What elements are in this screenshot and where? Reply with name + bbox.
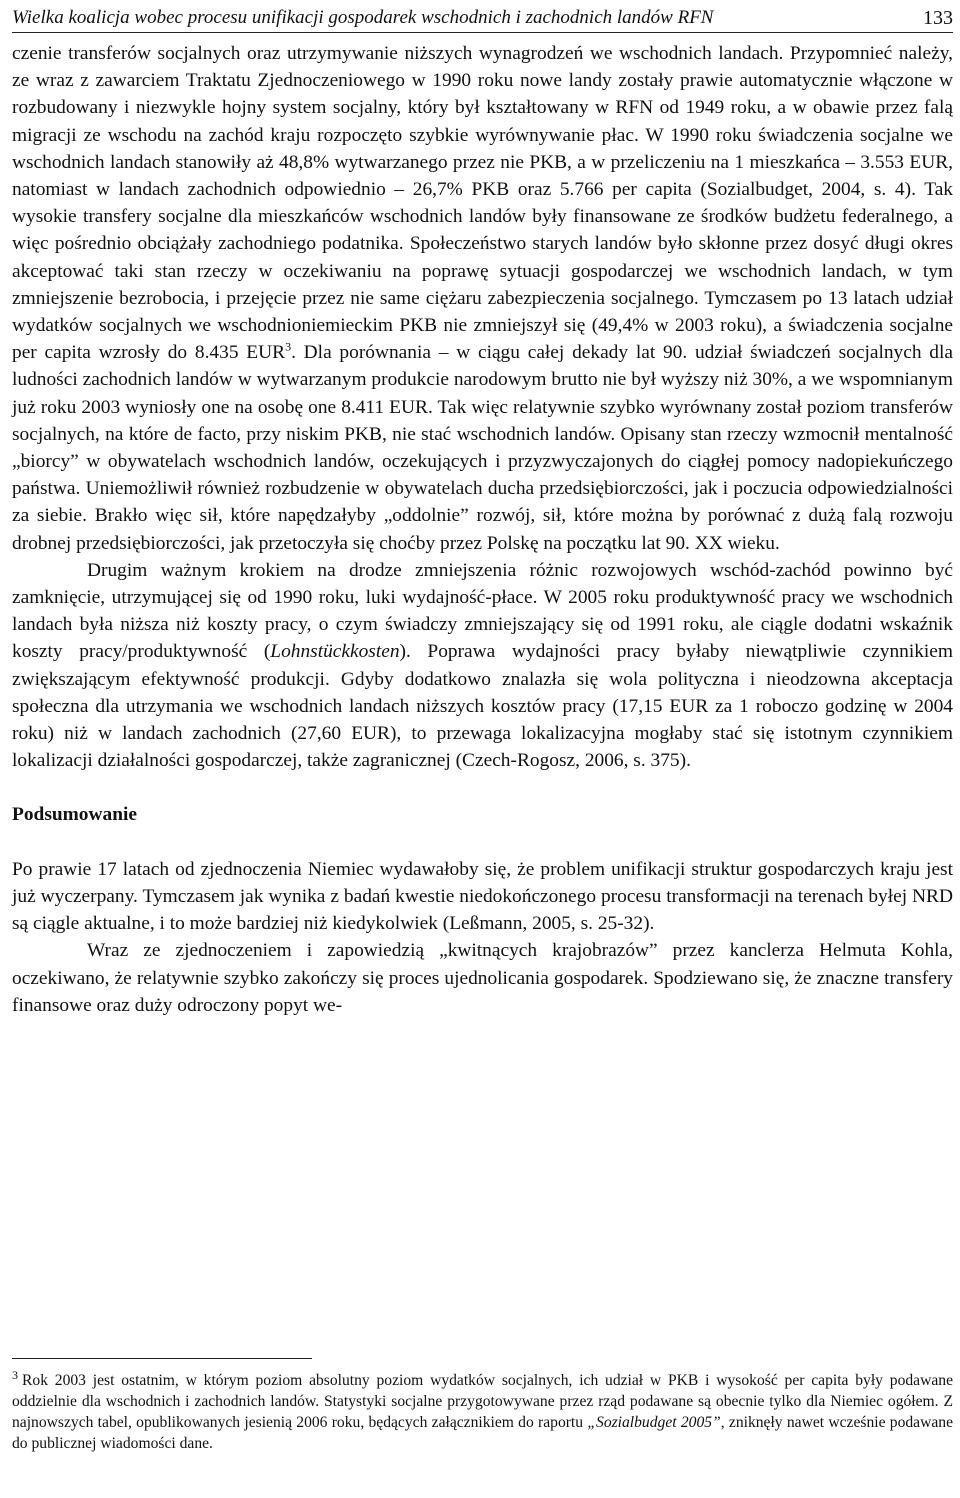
paragraph-text: czenie transferów socjalnych oraz utrzymywanie niższych wynagrodzeń we wschodnich landach. Przypomnieć należy, ze wraz z zawarciem Traktatu Zjednoczeniowego w 1990 roku nowe landy zostały prawie automatycznie włączone w rozbudowany i niezwykle hojny system socjalny, który był kształtowany w RFN od 1949 roku, a w obawie przez falą migracji ze wschodu na zachód kraju rozpoczęto szybkie wyrównywanie płac. W 1990 roku świadczenia socjalne we wschodnich landach stanowiły aż 48,8% wytwarzanego przez nie PKB, a w przeliczeniu na 1 mieszkańca – 3.553 EUR, natomiast w landach zachodnich odpowiednio – 26,7% PKB oraz 5.766 per capita (Sozialbudget, 2004, s. 4). Tak wysokie transfery socjalne dla mieszkańców wschodnich landów były finansowane ze środków budżetu federalnego, a więc pośrednio obciążały zachodniego podatnika. Społeczeństwo starych landów było skłonne przez dosyć długi okres akceptować taki stan rzeczy w oczekiwaniu na poprawę sytuacji gospodarczej we wschodnich landach, w tym zmniejszenie bezrobocia, i przejęcie przez nie same ciężaru zabezpieczenia socjalnego. Tymczasem po 13 latach udział wydatków socjalnych we wschodnioniemieckim PKB nie zmniejszył się (49,4% w 2003 roku), a świadczenia socjalne per capita wzrosły do 8.435 EUR [12,43,953,364]
footnote-divider [12,1358,312,1359]
paragraph-social-transfers [12,40,953,557]
body-text [12,40,953,1019]
paragraph-summary-2: Wraz ze zjednoczeniem i zapowiedzią „kwitnących krajobrazów” przez kanclerza Helmuta Kohla, oczekiwano, że relatywnie szybko zakończy się proces ujednolicania gospodarek. Spodziewano się, że znaczne transfery finansowe oraz duży odroczony popyt we- [12,940,953,1016]
footnote-text: Rok 2003 jest ostatnim, w którym poziom absolutny poziom wydatków socjalnych, ich udział w PKB i wysokość per capita były podawane oddzielnie dla wschodnich i zachodnich landów. Statystyki socjalne przygotowywane przez rząd podawane są obecnie tylko dla Niemiec ogółem. Z najnowszych tabel, opublikowanych jesienią 2006 roku, będących załącznikiem do raportu [12,1372,953,1431]
term-lohnstueckkosten: Lohnstückkosten [270,641,400,663]
paragraph-text: Drugim ważnym krokiem na drodze zmniejszenia różnic rozwojowych wschód-zachód powinno być zamknięcie, utrzymującej się od 1990 roku, luki wydajność-płace. W 2005 roku produktywność pracy we wschodnich landach była niższa niż koszty pracy, o czym świadczy zmniejszający się od 1991 roku, ale ciągle dodatni wskaźnik koszty pracy/produktywność ( [12,559,953,663]
paragraph-summary-1: Po prawie 17 latach od zjednoczenia Niemiec wydawałoby się, że problem unifikacji struktur gospodarczych kraju jest już wyczerpany. Tymczasem jak wynika z badań kwestie niedokończonego procesu transformacji na terenach byłej NRD są ciągle aktualne, i to może bardziej niż kiedykolwiek (Leßmann, 2005, s. 25-32). [12,858,953,935]
running-header [12,6,953,33]
footnote-3 [12,1367,953,1454]
footnote-ref-3[interactable]: 3 [285,339,292,354]
paragraph-text: . Dla porównania – w ciągu całej dekady lat 90. udział świadczeń socjalnych dla ludności zachodnich landów w wytwarzanym produkcie narodowym brutto nie był wyższy niż 30%, a we wspomnianym już roku 2003 wyniosły one na osobę one 8.411 EUR. Tak więc relatywnie szybko wyrównany został poziom transferów socjalnych, na które de facto, przy niskim PKB, nie stać wschodnich landów. Opisany stan rzeczy wzmocnił mentalność „biorcy” w obywatelach wschodnich landów, oczekujących i przyzwyczajonych do ciągłej pomocy nadopiekuńczego państwa. Uniemożliwił również rozbudzenie w obywatelach ducha przedsiębiorczości, jak i poczucia odpowiedzialności za siebie. Brakło więc sił, które napędzałyby „oddolnie” rozwój, sił, które można by porównać z dużą falą rozwoju drobnej przedsiębiorczości, jak przetoczyła się choćby przez Polskę na początku lat 90. XX wieku. [12,342,953,554]
footnote-text: , zniknęły nawet wcześnie podawane do publicznej wiadomości dane. [12,1414,953,1452]
document-page [12,0,953,1498]
page-number: 133 [923,7,953,29]
footnote-number: 3 [12,1367,18,1382]
paragraph-productivity-gap [12,557,953,775]
running-title: Wielka koalicja wobec procesu unifikacji gospodarek wschodnich i zachodnich landów RFN [12,7,714,28]
footnote-report-title: „Sozialbudget 2005” [587,1414,721,1431]
paragraph-text: ). Poprawa wydajności pracy byłaby niewątpliwie czynnikiem zwiększającym efektywność produkcji. Gdyby dodatkowo znalazła się wola polityczna i nieodzowna akceptacja społeczna dla utrzymania we wschodnich landach niższych kosztów pracy (17,15 EUR za 1 roboczo godzinę w 2004 roku) niż w landach zachodnich (27,60 EUR), to przewaga lokalizacyjna mogłaby stać się istotnym czynnikiem lokalizacji działalności gospodarczej, także zagranicznej (Czech-Rogosz, 2006, s. 375). [12,641,953,772]
section-heading: Podsumowanie [12,804,137,826]
